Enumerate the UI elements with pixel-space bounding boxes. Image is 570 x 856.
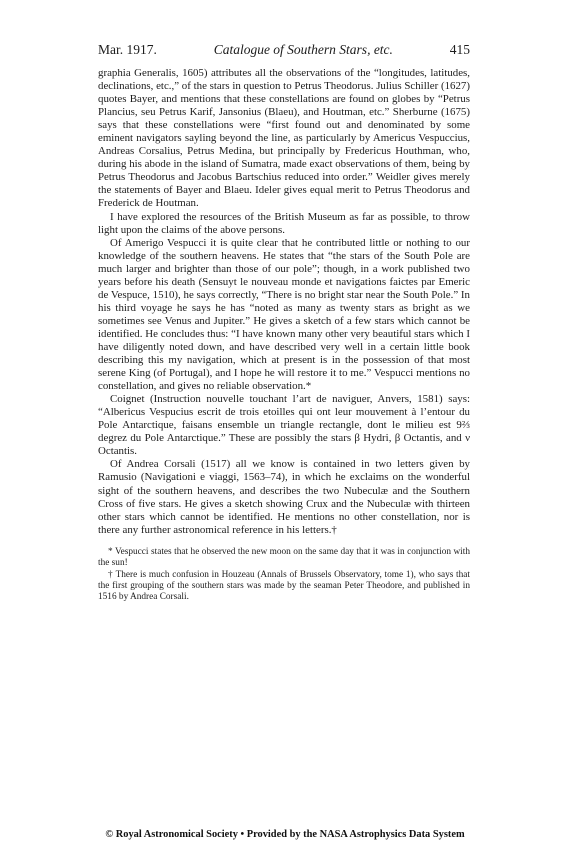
- paragraph-5: Of Andrea Corsali (1517) all we know is contained in two letters given by Ramusio (Navigationi e viaggi, 1563–74), in which he exclaims on the wonderful sight of the southern heavens, and describes the two Nubeculæ and the Southern Cross of five stars. He gives a sketch showing Crux and the Nubeculæ with thirteen other stars which cannot be identified. He mentions no other constellation, nor is there any further astronomical reference in his letters.†: [98, 458, 470, 536]
- issue-date: Mar. 1917.: [98, 42, 157, 57]
- running-title: Catalogue of Southern Stars, etc.: [213, 42, 393, 57]
- running-header: [98, 42, 470, 58]
- footnotes: [98, 547, 470, 604]
- article-body: [98, 67, 470, 537]
- footnote-2: † There is much confusion in Houzeau (Annals of Brussels Observatory, tome 1), who says that the first grouping of the southern stars was made by the seaman Peter Theodore, and published in 1516 by Andrea Corsali.: [98, 569, 470, 603]
- paragraph-3: Of Amerigo Vespucci it is quite clear that he contributed little or nothing to our knowledge of the southern heavens. He states that “the stars of the South Pole are much larger and brighter than those of our pole”; though, in a work published two years before his death (Sensuyt le nouveau monde et navigations faictes par Emeric de Vespuce, 1510), he says correctly, “There is no bright star near the South Pole.” In his third voyage he says he has “noted as many as twenty stars as bright as we sometimes see Venus and Jupiter.” He gives a sketch of a few stars which cannot be identified. He concludes thus: “I have known many other very beautiful stars which I have diligently noted down, and have described very well in a certain little book describing this my navigation, which at present is in the possession of that most serene King (of Portugal), and I hope he will restore it to me.” Vespucci mentions no constellation, and gives no reliable observation.*: [98, 236, 470, 393]
- copyright-footer: © Royal Astronomical Society • Provided by the NASA Astrophysics Data System: [105, 829, 465, 840]
- paragraph-2: I have explored the resources of the British Museum as far as possible, to throw light upon the claims of the above persons.: [98, 210, 470, 236]
- paragraph-4: Coignet (Instruction nouvelle touchant l’art de naviguer, Anvers, 1581) says: “Albericus Vespucius escrit de trois etoilles qui ont leur mouvement à l’entour du Pole Antarctique, faisans ensemble un triangle rectangle, dont le milieu est 9⅔ degrez du Pole Antarctique.” These are possibly the stars β Hydri, β Octantis, and ν Octantis.: [98, 393, 470, 458]
- footnote-1: * Vespucci states that he observed the new moon on the same day that it was in conjunction with the sun!: [98, 546, 470, 569]
- page-number: 415: [449, 42, 470, 57]
- paragraph-1: graphia Generalis, 1605) attributes all the observations of the “longitudes, latitudes, declinations, etc.,” of the stars in question to Petrus Theodorus. Julius Schiller (1627) quotes Bayer, and mentions that these constellations are found on globes by “Petrus Plancius, seu Petrus Karif, Jansonius (Blaeu), and Houtman, etc.” Sherburne (1675) says that these constellations were “first found out and denominated by some eminent navigators sayling beyond the line, as particularly by Americus Vespuccius, Andreas Corsalius, Petrus Medina, but principally by Fredericus Houthman, who, during his abode in the island of Sumatra, made exact observations of them, being by Petrus Theodorus and Jacobus Bartschius reduced into order.” Weidler gives merely the statements of Bayer and Blaeu. Ideler gives equal merit to Petrus Theodorus and Frederick de Houtman.: [98, 67, 470, 210]
- journal-page: [98, 42, 470, 604]
